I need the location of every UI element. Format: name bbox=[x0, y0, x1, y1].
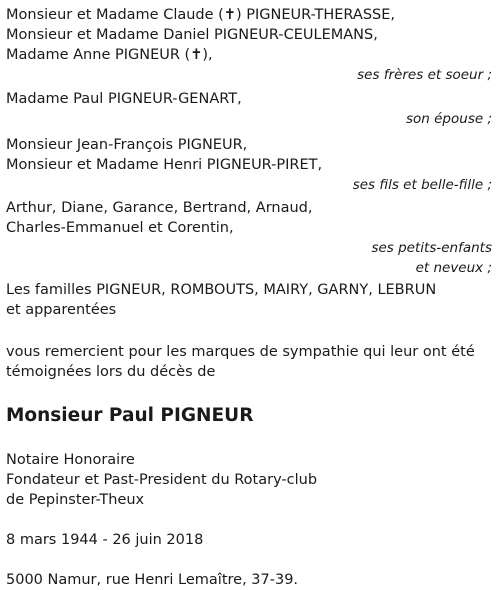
grandchildren-relation: et neveux ; bbox=[415, 260, 492, 276]
titles-block bbox=[6, 450, 494, 510]
thanks-line: témoignées lors du décès de bbox=[6, 364, 216, 380]
grandchild-line: Charles-Emmanuel et Corentin, bbox=[6, 220, 234, 236]
child-line: Monsieur et Madame Henri PIGNEUR-PIRET, bbox=[6, 157, 323, 173]
title-line: Fondateur et Past-President du Rotary-club bbox=[6, 472, 318, 488]
children-relation: ses fils et belle-fille ; bbox=[352, 177, 492, 193]
siblings-relation: ses frères et soeur ; bbox=[357, 67, 492, 83]
life-dates: 8 mars 1944 - 26 juin 2018 bbox=[6, 532, 204, 548]
grandchildren-block bbox=[6, 198, 494, 278]
siblings-block bbox=[6, 5, 494, 85]
address: 5000 Namur, rue Henri Lemaître, 37-39. bbox=[6, 572, 299, 588]
families-line: et apparentées bbox=[6, 302, 117, 318]
spouse-relation: son épouse ; bbox=[405, 111, 492, 127]
families-line: Les familles PIGNEUR, ROMBOUTS, MAIRY, GARNY, LEBRUN bbox=[6, 282, 437, 298]
title-line: Notaire Honoraire bbox=[6, 452, 135, 468]
families-block bbox=[6, 280, 494, 320]
thanks-line: vous remercient pour les marques de sympathie qui leur ont été bbox=[6, 344, 475, 360]
grandchildren-relation: ses petits-enfants bbox=[371, 240, 492, 256]
deceased-name: Monsieur Paul PIGNEUR bbox=[6, 405, 254, 426]
spouse-block bbox=[6, 89, 494, 129]
thank-you-notice bbox=[6, 5, 494, 590]
title-line: de Pepinster-Theux bbox=[6, 492, 145, 508]
sibling-line: Monsieur et Madame Claude (✝) PIGNEUR-THERASSE, bbox=[6, 7, 396, 23]
children-block bbox=[6, 135, 494, 195]
grandchild-line: Arthur, Diane, Garance, Bertrand, Arnaud, bbox=[6, 200, 313, 216]
sibling-line: Monsieur et Madame Daniel PIGNEUR-CEULEMANS, bbox=[6, 27, 378, 43]
spouse-line: Madame Paul PIGNEUR-GENART, bbox=[6, 91, 242, 107]
thanks-block bbox=[6, 342, 494, 382]
sibling-line: Madame Anne PIGNEUR (✝), bbox=[6, 47, 213, 63]
child-line: Monsieur Jean-François PIGNEUR, bbox=[6, 137, 248, 153]
